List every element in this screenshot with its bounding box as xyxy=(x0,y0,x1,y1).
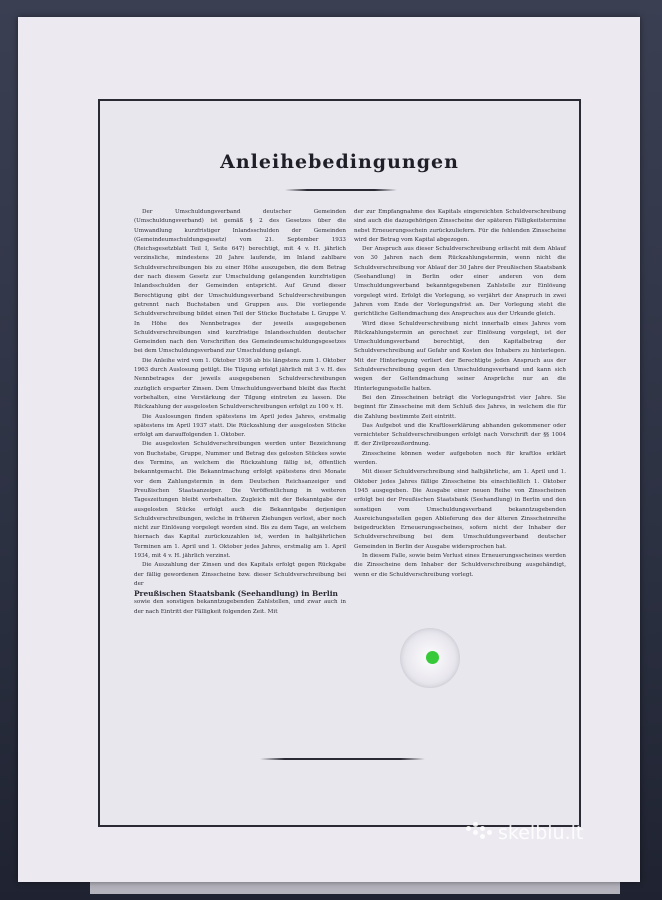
left-text-column xyxy=(134,208,346,617)
bank-name: Preußischen Staatsbank (Seehandlung) in Berlin xyxy=(134,589,338,599)
paragraph: Die Anleihe wird vom 1. Oktober 1936 ab bis längstens zum 1. Oktober 1963 durch Auslosung getilgt. Die Tilgung erfolgt jährlich mit 3 v. H. des Nennbetrages der jeweils ausgegebenen Schuldverschreibungen zuzüglich ersparter Zinsen. Dem Umschuldungsverband bleibt das Recht vorbehalten, eine Verstärkung der Tilgung eintreten zu lassen. Die Rückzahlung der ausgelosten Schuldverschreibungen erfolgt zu 100 v. H. xyxy=(134,357,346,411)
title-rule xyxy=(285,189,397,191)
paragraph: Die Auszahlung der Zinsen und des Kapitals erfolgt gegen Rückgabe der fällig gewordenen Zinsscheine bzw. dieser Schuldverschreibung bei der xyxy=(134,562,346,587)
paragraph: Die Auslosungen finden spätestens im April jedes Jahres, erstmalig spätestens im April 1937 statt. Die Rückzahlung der ausgelosten Stücke erfolgt am darauffolgenden 1. Oktober. xyxy=(134,413,346,439)
paper-edge-strip xyxy=(90,882,620,894)
paragraph: sowie den sonstigen bekanntzugebenden Zahlstellen, und zwar auch in der nach Eintritt der Fälligkeit folgenden Zeit. Mit xyxy=(134,599,346,615)
watermark-text: skelbiu.lt xyxy=(498,822,584,844)
document-title: Anleihebedingungen xyxy=(220,151,459,173)
paragraph: Der Anspruch aus dieser Schuldverschreibung erlischt mit dem Ablauf von 30 Jahren nach dem Rückzahlungstermin, wenn nicht die Schuldverschreibung vor Ablauf der 30 Jahre der Preußischen Staatsbank (Seehandlung) in Berlin oder einer anderen von dem Umschuldungsverband bekanntgegebenen Zahlstelle zur Einlösung vorgelegt wird. Erfolgt die Vorlegung, so verjährt der Anspruch in zwei Jahren vom Ende der Vorlegungsfrist an. Der Vorlegung steht die gerichtliche Geltendmachung des Anspruches aus der Urkunde gleich. xyxy=(354,246,566,318)
paragraph: In diesem Falle, sowie beim Verlust eines Erneuerungsscheines werden die Zinsscheine dem Inhaber der Schuldverschreibung ausgehändigt, wenn er die Schuldverschreibung vorlegt. xyxy=(354,552,566,578)
document-frame xyxy=(98,99,581,827)
paragraph: Mit dieser Schuldverschreibung sind halbjährliche, am 1. April und 1. Oktober jedes Jahres fällige Zinsscheine bis einschließlich 1. Oktober 1945 ausgegeben. Die Ausgabe einer neuen Reihe von Zinsscheinen erfolgt bei der Preußischen Staatsbank (Seehandlung) in Berlin und den sonstigen vom Umschuldungsverband bekanntzugebenden Ausreichungsstellen gegen Ablieferung des der älteren Zinsscheinreihe beigedruckten Erneuerungsscheines, sofern nicht der Inhaber der Schuldverschreibung bei dem Umschuldungsverband deutscher Gemeinden in Berlin der Ausgabe widersprochen hat. xyxy=(354,469,566,550)
document-sheet xyxy=(18,17,640,882)
dots-logo-icon xyxy=(466,822,492,844)
paragraph: Bei den Zinsscheinen beträgt die Vorlegungsfrist vier Jahre. Sie beginnt für Zinsscheine mit dem Schluß des Jahres, in welchem die für die Zahlung bestimmte Zeit eintritt. xyxy=(354,394,566,420)
paragraph: Der Umschuldungsverband deutscher Gemeinden (Umschuldungsverband) ist gemäß § 2 des Gesetzes über die Umwandlung kurzfristiger Inlandsschulden der Gemeinden (Gemeindeumschuldungsgesetz) vom 21. September 1933 (Reichsgesetzblatt Teil I, Seite 647) berechtigt, mit 4 v. H. jährlich verzinsliche, mindestens 20 Jahre laufende, im Inland zahlbare Schuldverschreibungen bis zu einer Höhe auszugeben, die dem Betrag der nach diesem Gesetz zur Umschuldung gelangenden kurzfristigen Inlandsschulden der Gemeinden entspricht. Auf Grund dieser Berechtigung gibt der Umschuldungsverband Schuldverschreibungen getrennt nach Buchstaben und Gruppen aus. Die vorliegende Schuldverschreibung bildet einen Teil der Stücke Buchstabe L Gruppe V. In Höhe des Nennbetrages der jeweils ausgegebenen Schuldverschreibungen sind kurzfristige Inlandsschulden deutscher Gemeinden nach den Vorschriften des Gemeindeumschuldungsgesetzes bei dem Umschuldungsverband zur Umschuldung gelangt. xyxy=(134,209,346,355)
punch-hole xyxy=(426,651,439,664)
paragraph: Die ausgelosten Schuldverschreibungen werden unter Bezeichnung von Buchstabe, Gruppe, Nummer und Betrag des gelosten Stückes sowie des Termins, an welchem die Rückzahlung fällig ist, öffentlich bekanntgemacht. Die Bekanntmachung erfolgt spätestens drei Monate vor dem Zahlungstermin in dem Deutschen Reichsanzeiger und Preußischen Staatsanzeiger. Die Veröffentlichung in weiteren Tageszeitungen bleibt vorbehalten. Zugleich mit der Bekanntgabe der ausgelosten Stücke erfolgt auch die Bekanntgabe derjenigen Schuldverschreibungen, welche in früheren Ziehungen verlost, aber noch nicht zur Einlösung vorgelegt worden sind. Bis zu dem Tage, an welchem hiernach das Kapital zurückzuzahlen ist, werden in halbjährlichen Terminen am 1. April und 1. Oktober jedes Jahres, erstmalig am 1. April 1934, mit 4 v. H. jährlich verzinst. xyxy=(134,441,346,559)
paragraph: Wird diese Schuldverschreibung nicht innerhalb eines Jahres vom Rückzahlungstermin an gerechnet zur Einlösung vorgelegt, ist der Umschuldungsverband berechtigt, den Kapitalbetrag der Schuldverschreibung auf Gefahr und Kosten des Inhabers zu hinterlegen. Mit der Hinterlegung verliert der Berechtigte jeden Anspruch aus der Schuldverschreibung gegen den Umschuldungsverband und kann sich wegen der Geltendmachung seiner Ansprüche nur an die Hinterlegungsstelle halten. xyxy=(354,320,566,392)
right-text-column xyxy=(354,208,566,580)
watermark xyxy=(466,822,583,844)
bottom-rule xyxy=(260,758,425,760)
paragraph: Das Aufgebot und die Kraftloserklärung abhanden gekommener oder vernichteter Schuldverschreibungen erfolgt nach Vorschrift der §§ 1004 ff. der Zivilprozeßordnung. xyxy=(354,422,566,448)
paragraph: der zur Empfangnahme des Kapitals eingereichten Schuldverschreibung sind auch die dazugehörigen Zinsscheine der späteren Fälligkeitstermine nebst Erneuerungsschein zurückzuliefern. Für die fehlenden Zinsscheine wird der Betrag vom Kapital abgezogen. xyxy=(354,209,566,243)
paragraph: Zinsscheine können weder aufgeboten noch für kraftlos erklärt werden. xyxy=(354,450,566,467)
